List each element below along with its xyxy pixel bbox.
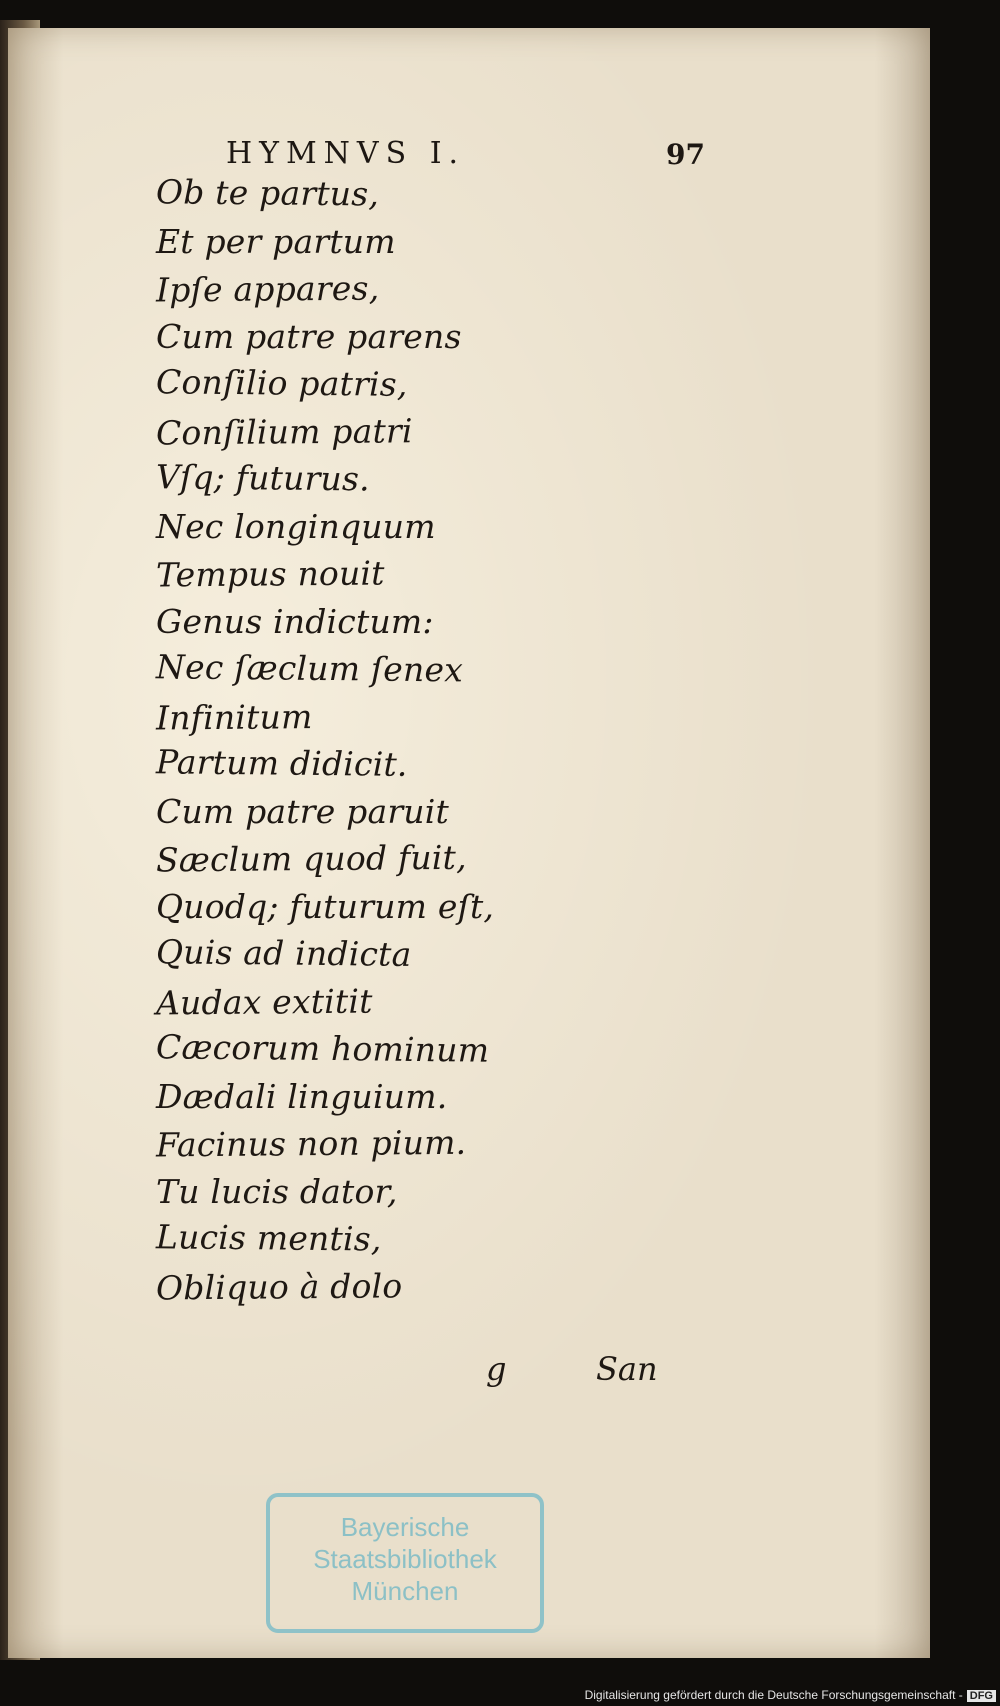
running-head: HYMNVS I.: [226, 136, 466, 171]
verse-line: Audax extitit: [155, 981, 373, 1022]
dfg-logo: DFG: [967, 1690, 996, 1702]
verse-line: Quis ad indicta: [155, 932, 412, 974]
digitization-credit-text: Digitalisierung gefördert durch die Deutsche Forschungsgemeinschaft -: [584, 1688, 963, 1702]
verse-line: Conſilio patris,: [155, 362, 408, 404]
verse-line: Obliquo à dolo: [155, 1265, 403, 1307]
verse-line: Facinus non pium.: [155, 1122, 467, 1165]
verse-line: Sæclum quod fuit,: [155, 837, 467, 880]
page-footer: [486, 1350, 726, 1398]
digitization-credit: [585, 1688, 996, 1702]
verse-line: Vſq; futurus.: [155, 457, 371, 499]
verse-line: Infinitum: [155, 696, 313, 737]
book-page: [8, 28, 930, 1658]
stamp-line: Staatsbibliothek: [313, 1544, 497, 1574]
verse-line: Nec ſæclum ſenex: [155, 647, 464, 690]
hymn-text: [156, 170, 494, 1310]
signature-mark: g: [486, 1350, 507, 1388]
verse-line: Nec longinquum: [156, 506, 436, 546]
verse-line: Dædali linguium.: [156, 1076, 448, 1116]
verse-line: Partum didicit.: [155, 742, 408, 784]
stamp-line: Bayerische: [340, 1512, 470, 1542]
verse-line: Lucis mentis,: [155, 1217, 382, 1259]
verse-line: Ob te partus,: [155, 172, 380, 214]
catchword: San: [596, 1350, 658, 1388]
verse-line: Quodq; futurum eſt,: [156, 886, 495, 926]
verse-line: Cæcorum hominum: [155, 1027, 490, 1070]
verse-line: Ipſe appares,: [155, 268, 380, 310]
verse-line: Tempus nouit: [155, 553, 385, 595]
verse-line: Genus indictum:: [156, 601, 434, 641]
verse-line: Et per partum: [156, 221, 396, 261]
stamp-line: München: [351, 1576, 459, 1606]
page-number: 97: [666, 138, 705, 171]
verse-line: Conſilium patri: [155, 410, 413, 452]
verse-line: Cum patre paruit: [156, 791, 449, 831]
verse-line: Tu lucis dator,: [156, 1171, 398, 1211]
verse-line: Cum patre parens: [156, 316, 462, 356]
library-stamp: [266, 1493, 544, 1633]
